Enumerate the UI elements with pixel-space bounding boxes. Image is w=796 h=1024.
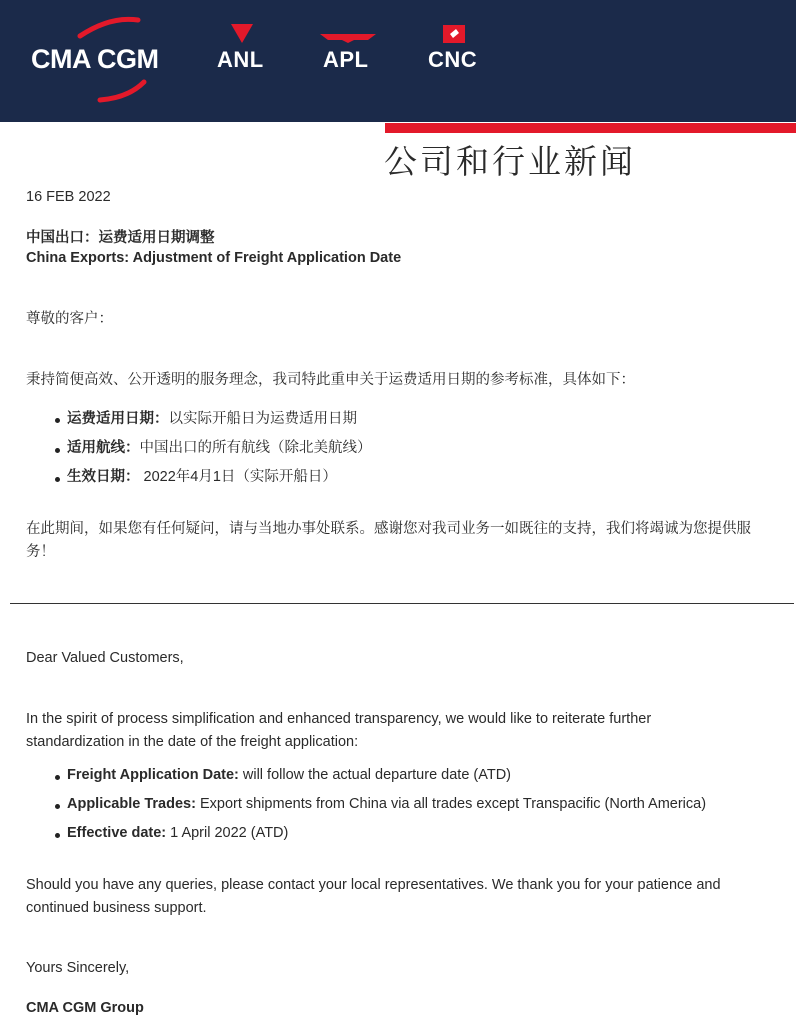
- bullet-dot: [55, 804, 60, 809]
- bullet-label: 运费适用日期：: [67, 411, 169, 427]
- bullet-dot: [55, 418, 60, 423]
- anl-logo: ANL: [217, 47, 264, 72]
- signature: CMA CGM Group: [26, 1000, 144, 1016]
- bullet-text: 以实际开船日为运费适用日期: [168, 411, 357, 427]
- apl-wing-icon: [320, 32, 376, 44]
- section-divider: [10, 603, 794, 604]
- greeting-en: Dear Valued Customers,: [26, 650, 184, 666]
- anl-triangle-icon: [231, 24, 253, 44]
- intro-en-line2: standardization in the date of the freight application:: [26, 734, 359, 750]
- bullet-text: will follow the actual departure date (ATD): [238, 767, 511, 783]
- bullet-dot: [55, 448, 60, 453]
- closing-en-line2: continued business support.: [26, 900, 207, 916]
- list-item: [67, 822, 288, 845]
- list-item: [67, 437, 372, 460]
- cnc-flag-icon: [442, 24, 466, 44]
- header-banner: [0, 0, 796, 122]
- bullet-dot: [55, 775, 60, 780]
- intro-en-line1: In the spirit of process simplification and enhanced transparency, we would like to reiterate further: [26, 711, 652, 727]
- list-item: [67, 408, 357, 431]
- apl-logo: APL: [323, 47, 369, 72]
- bullet-label: 生效日期：: [67, 469, 140, 485]
- closing-en-line1: Should you have any queries, please contact your local representatives. We thank you for your patience and: [26, 877, 721, 893]
- list-item: [67, 793, 706, 816]
- cnc-logo: CNC: [428, 47, 478, 72]
- publish-date: 16 FEB 2022: [26, 189, 111, 205]
- signoff: Yours Sincerely,: [26, 960, 130, 976]
- list-item: [67, 764, 511, 787]
- bullet-text: 1 April 2022 (ATD): [166, 825, 289, 841]
- list-item: [67, 466, 337, 489]
- headline-cn: 中国出口：运费适用日期调整: [26, 230, 215, 246]
- section-title: 公司和行业新闻: [384, 142, 636, 181]
- red-accent-stripe: [385, 123, 796, 133]
- intro-cn: 秉持简便高效、公开透明的服务理念，我司特此重申关于运费适用日期的参考标准，具体如下：: [26, 372, 635, 388]
- bullet-dot: [55, 477, 60, 482]
- cma-cgm-logo: CMA CGM: [31, 44, 159, 74]
- bullet-label: Effective date:: [67, 825, 167, 841]
- bullet-text: 2022年4月1日（实际开船日）: [139, 469, 337, 485]
- bullet-text: 中国出口的所有航线（除北美航线）: [139, 440, 372, 456]
- bullet-text: Export shipments from China via all trades except Transpacific (North America): [195, 796, 707, 812]
- closing-cn-line2: 务！: [26, 544, 55, 560]
- bullet-label: Applicable Trades:: [67, 796, 196, 812]
- greeting-cn: 尊敬的客户：: [26, 311, 113, 327]
- headline-en: China Exports: Adjustment of Freight Application Date: [26, 250, 402, 266]
- bullet-label: Freight Application Date:: [67, 767, 239, 783]
- closing-cn-line1: 在此期间，如果您有任何疑问，请与当地办事处联系。感谢您对我司业务一如既往的支持，我们将竭诚为您提供服: [26, 521, 751, 537]
- bullet-label: 适用航线：: [67, 440, 140, 456]
- bullet-dot: [55, 833, 60, 838]
